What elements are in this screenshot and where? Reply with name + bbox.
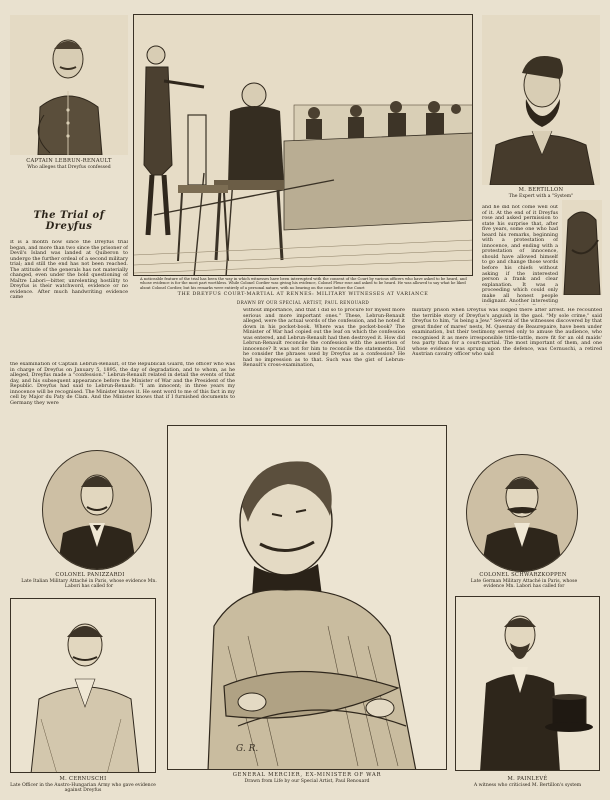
- bertillon-sketch: [482, 15, 600, 185]
- article-title: [10, 210, 128, 232]
- schwarzkoppen-oval-portrait: [466, 454, 578, 572]
- bertillon-caption-name: M. BERTILLON: [518, 187, 564, 193]
- court-scene-title: THE DREYFUS COURT-MARTIAL AT RENNES: MILITARY WITNESSES AT VARIANCE: [177, 292, 429, 297]
- lebrun-renault-caption-desc: Who alleges that Dreyfus confessed: [27, 165, 111, 170]
- painleve-caption-desc: A witness who criticised M. Bertillon's system: [473, 783, 582, 788]
- artist-signature: G. R.: [236, 744, 259, 754]
- court-scene-credit: DRAWN BY OUR SPECIAL ARTIST, PAUL RENOUARD: [236, 300, 370, 305]
- article-column-1a: [10, 240, 128, 362]
- witness-partial-sketch: [562, 200, 602, 295]
- article-paragraph-3: without importance, and that I did so to procure for myself more serious and more important ones." These, Lebrun-Renault alleged, were the actual words of the confession, and he noted it down in his pocket-book. Where was the pocket-book? The Minister of War had copied out the leaf on which the confession was entered, and Lebrun-Renault had then destroyed it. How did Lebrun-Renault reconcile the confession with the assertion of innocence? It was not for him to reconcile the statements. Did he consider the phrases used by Dreyfus as a confession? He had no impression as to that. Such was the gist of Lebrun-Renault's cross-examination,: [243, 308, 405, 369]
- panizzardi-caption-desc: Late Italian Military Attaché in Paris, whose evidence Mn. Labori has called for: [21, 579, 157, 590]
- article-paragraph-2: the examination of Captain Lebrun-Renault, of the Republican Guard, the officer who was in charge of Dreyfus on January 5, 1895, the day of degradation, and to whom, as he alleged, Dreyfus made a "confession." Lebrun-Renault related in detail the events of that day, and his subsequent appearance before the Minister of War and the President of the Republic. Dreyfus had said to Lebrun-Renault: "I am innocent; in three years my innocence will be recognised. The Minister knows it. He sent word to me of this fact in my cell by Major du Paty de Clam. And the Minister knows that if I furnished documents to Germany they were: [10, 362, 235, 406]
- court-martial-illustration: [133, 14, 473, 276]
- bertillon-caption-desc: The Expert with a "System": [508, 194, 574, 199]
- mercier-caption-name: GENERAL MERCIER, EX-MINISTER OF WAR: [232, 772, 382, 778]
- court-scene-note: A noticeable feature of the trial has been the way in which witnesses have been interrupted with the consent of the Court by various officers who have asked to be heard, and whose evidence is for the most part worthless. While Colonel Cordier was giving his evidence, Colonel Fleur rose and asked to be heard. He was allowed to say what he liked about Colonel Cordier, but his remarks were entirely of a personal nature, with no bearing on the case before the Court: [140, 277, 467, 290]
- article-title-line1: The Trial of: [33, 210, 105, 221]
- panizzardi-oval-portrait: [42, 450, 152, 570]
- article-title-line2: Dreyfus: [45, 221, 93, 232]
- article-paragraph-4: military prison when Dreyfus was lodged there after arrest. He recounted the terrible story of Dreyfus's anguish in the gaol. "My sole crime," said Dreyfus to him, "is being a Jew." Several of the witnesses discovered by that great finder of mares' nests, M. Quesnay de Beaurepaire, have been under examination, but their testimony served only to amuse the audience, who recognised it as mere irresponsible tittle-tattle, more fit for an old maids' tea party than for a court-martial. The most important of them, and one whose evidence was sprung upon the defence, was Cernuschi, a retired Austrian cavalry officer who said: [412, 308, 602, 358]
- cernuschi-caption-desc: Late Officer in the Austro-Hungarian Army who gave evidence against Dreyfus: [10, 783, 156, 794]
- cernuschi-caption-name: M. CERNUSCHI: [59, 776, 107, 782]
- mercier-portrait: [167, 425, 447, 770]
- lebrun-renault-sketch: [10, 15, 128, 155]
- schwarzkoppen-caption-desc: Late German Military Attaché in Paris, whose evidence Mn. Labori has called for: [470, 579, 578, 590]
- panizzardi-caption-name: COLONEL PANIZZARDI: [55, 572, 125, 578]
- lebrun-renault-caption-name: CAPTAIN LEBRUN-RENAULT: [26, 158, 112, 164]
- article-column-4: [482, 205, 558, 305]
- article-paragraph-5: and he did not come well out of it. At the end of it Dreyfus rose and asked permission to state his surprise that, after five years, some one who had heard his remarks, beginning with a protestation of innocence, and ending with a protestation of innocence, should have allowed himself to go and change those words before his chiefs without asking if the interested person a frank and clear explanation. It was a proceeding which could only make all honest people indignant. Another interesting: [482, 205, 558, 305]
- cernuschi-portrait: [10, 598, 156, 773]
- painleve-caption-name: M. PAINLEVÉ: [507, 776, 548, 782]
- painleve-portrait: [455, 596, 600, 771]
- article-paragraph-1: It is a month now since the Dreyfus trial began, and more than two since the prisoner of Devil's Island was landed at Quiberon to undergo the further ordeal of a second military trial; and still the end has not been reached. The attitude of the generals has not materially changed, even under the bold questioning of Maître Labori—bitter, unrelenting hostility to Dreyfus is their watchword, evidence or no evidence. After much handwriting evidence came: [10, 240, 128, 301]
- mercier-caption-desc: Drawn from Life by our Special Artist, Paul Renouard: [244, 779, 370, 784]
- schwarzkoppen-caption-name: COLONEL SCHWARZKOPPEN: [479, 572, 567, 578]
